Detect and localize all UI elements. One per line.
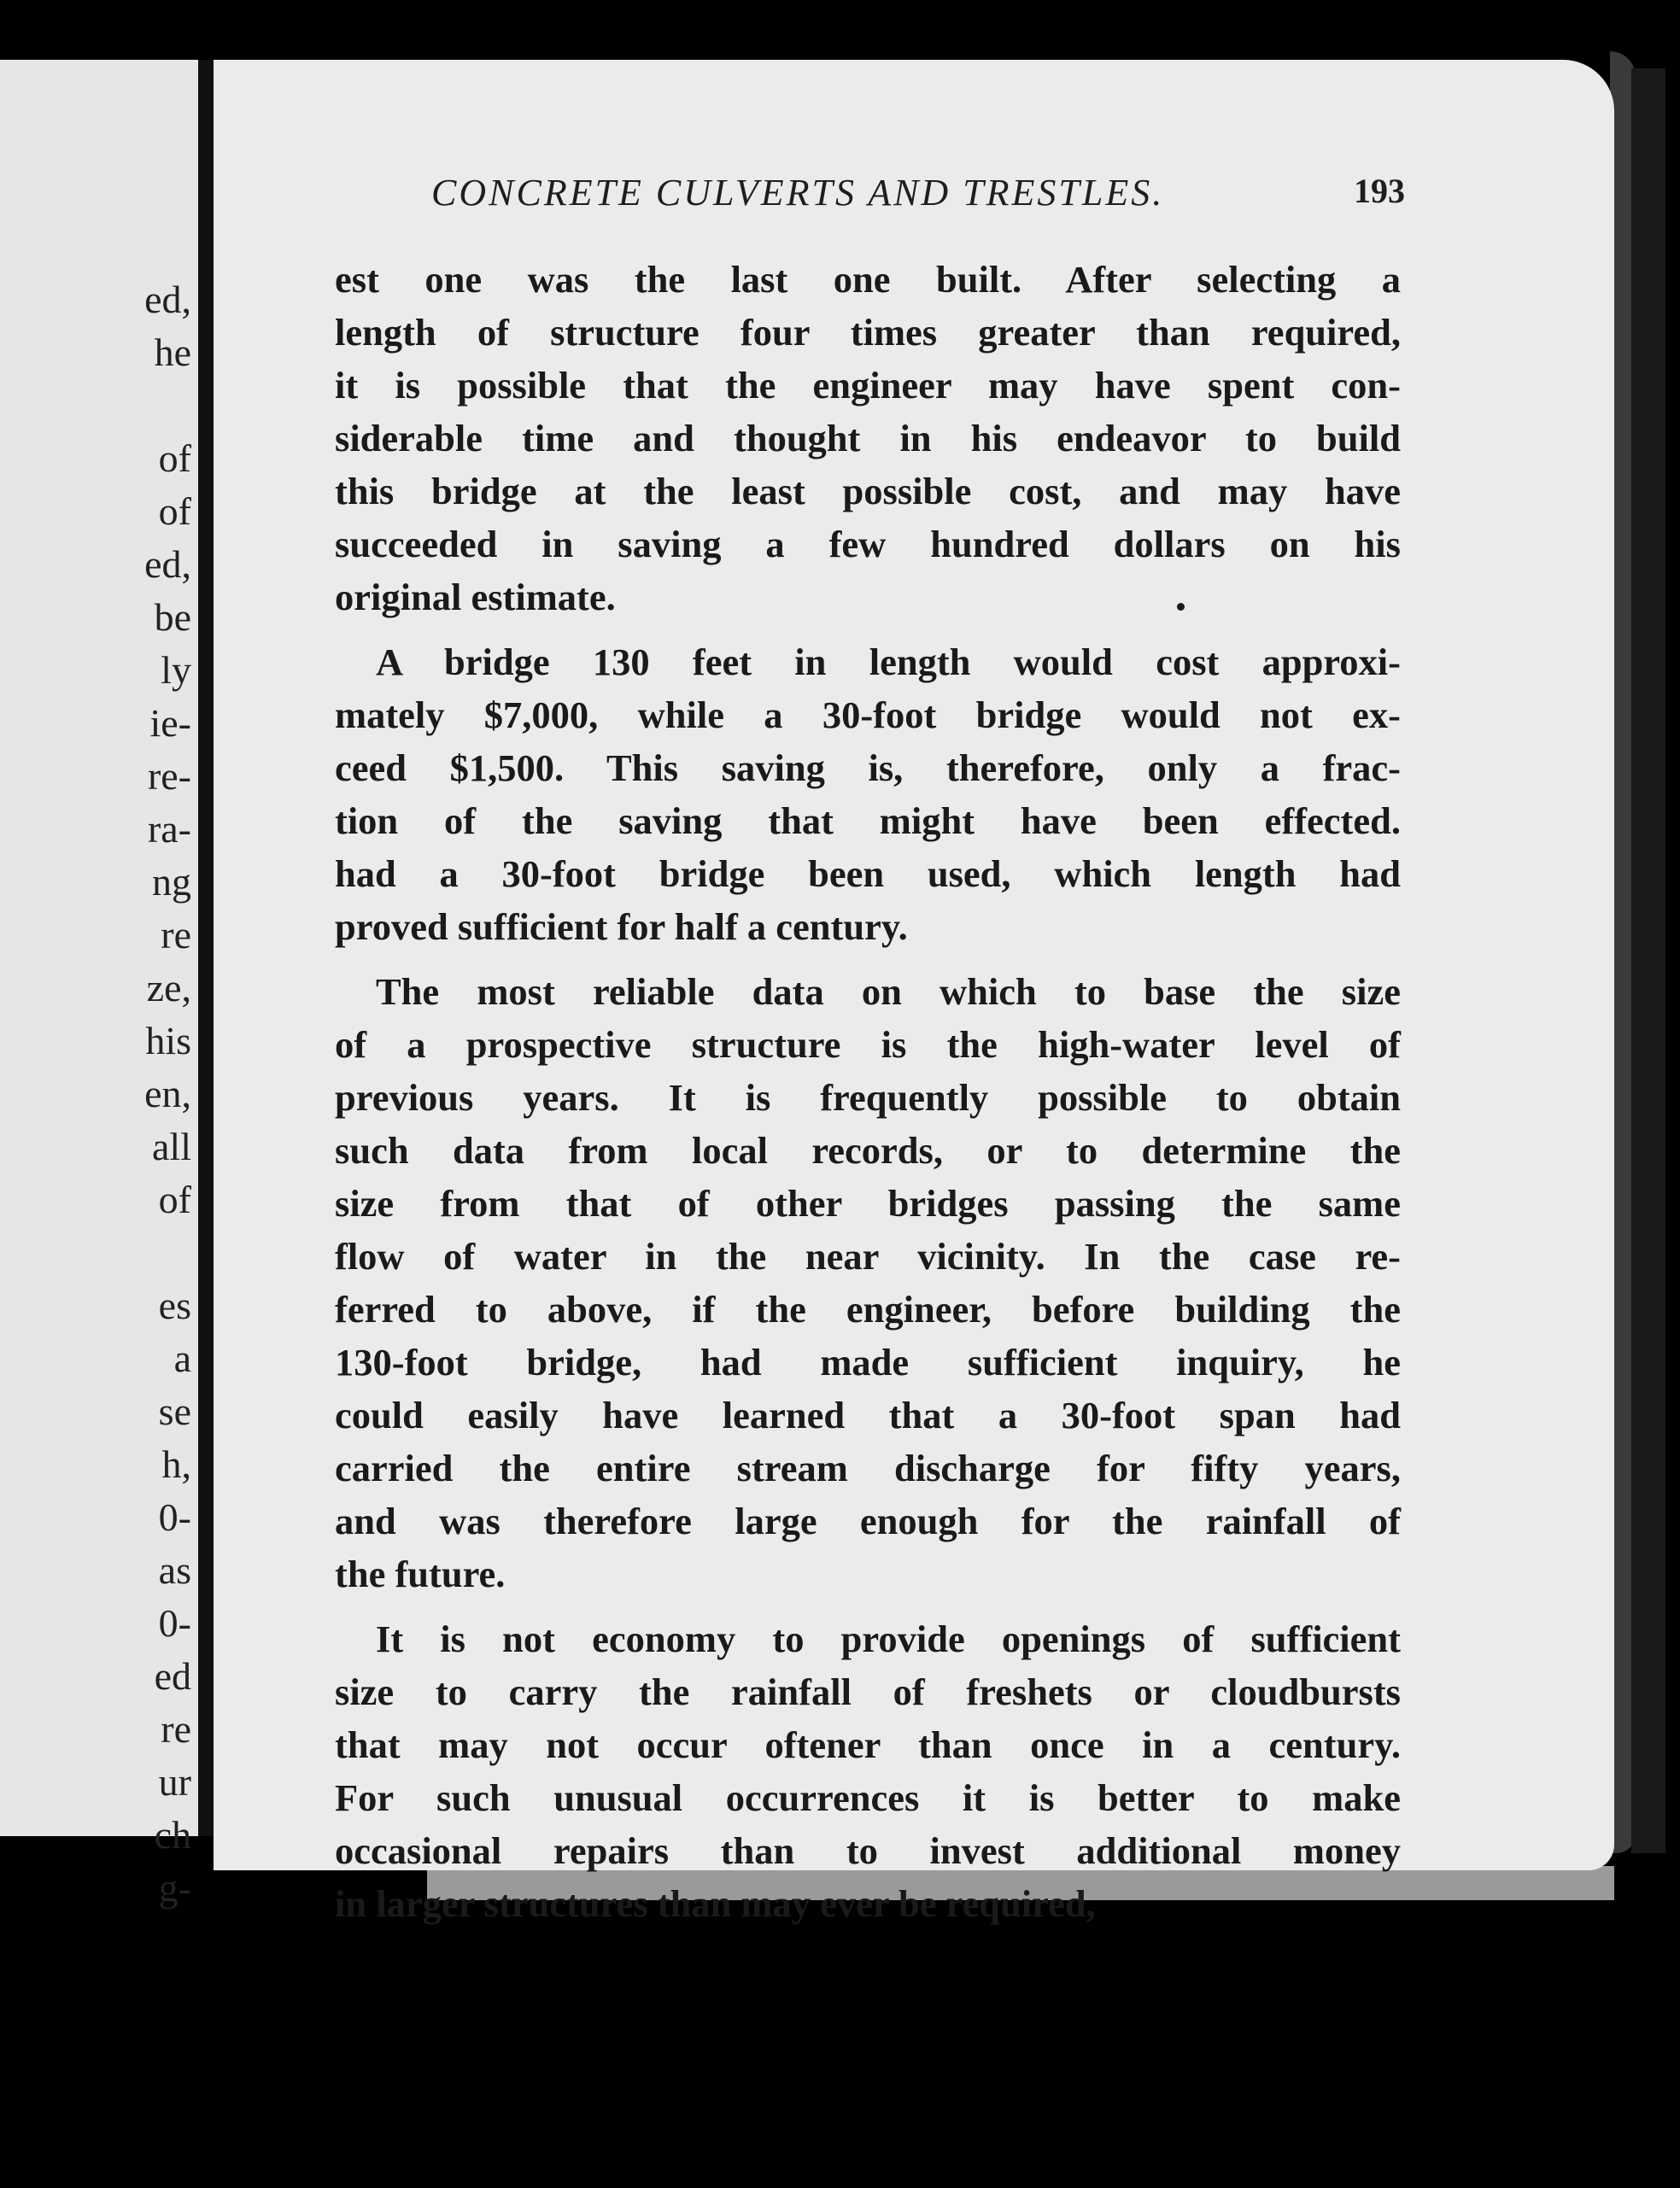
text-line: that may not occur oftener than once in a century.	[335, 1723, 1401, 1766]
text-line: previous years. It is frequently possible to obtain	[335, 1076, 1401, 1119]
text-line: carried the entire stream discharge for fifty years,	[335, 1447, 1401, 1489]
left-fragment: be	[154, 595, 191, 639]
text-line: size from that of other bridges passing the same	[335, 1182, 1401, 1225]
book-gutter	[198, 60, 214, 1836]
text-line: The most reliable data on which to base the size	[376, 970, 1401, 1013]
left-fragment: ch	[154, 1813, 191, 1857]
text-line: could easily have learned that a 30-foot span had	[335, 1394, 1401, 1436]
left-fragment: ed	[154, 1654, 191, 1698]
text-line: ceed $1,500. This saving is, therefore, only a frac-	[335, 746, 1401, 789]
left-fragment: ie-	[149, 701, 191, 745]
left-fragment: his	[145, 1019, 191, 1062]
text-line: tion of the saving that might have been effected.	[335, 799, 1401, 842]
text-line: it is possible that the engineer may have spent con-	[335, 364, 1401, 407]
left-fragment: of	[158, 436, 191, 480]
printing-speck	[1177, 603, 1185, 611]
left-fragment: ur	[158, 1760, 191, 1804]
left-fragment	[144, 379, 191, 432]
text-line: occasional repairs than to invest additional money	[335, 1829, 1401, 1872]
left-fragment: ze,	[146, 966, 191, 1009]
text-line: flow of water in the near vicinity. In the case re-	[335, 1235, 1401, 1278]
paragraph	[335, 253, 1401, 623]
page-header	[431, 171, 1405, 214]
page-body	[335, 253, 1401, 1930]
left-fragment: 0-	[158, 1495, 191, 1539]
left-fragment: of	[158, 489, 191, 533]
left-fragment: he	[154, 331, 191, 374]
text-line: and was therefore large enough for the rainfall of	[335, 1500, 1401, 1542]
paragraph-gap	[335, 953, 1401, 965]
left-fragment: as	[158, 1548, 191, 1592]
text-line: original estimate.	[335, 576, 616, 618]
text-line: in larger structures than may ever be required,	[335, 1882, 1096, 1925]
text-line: this bridge at the least possible cost, and may have	[335, 470, 1401, 512]
paragraph	[335, 635, 1401, 953]
left-fragment: g-	[158, 1866, 191, 1910]
paragraph-gap	[335, 1600, 1401, 1612]
text-line: the future.	[335, 1553, 506, 1595]
left-fragment: ed,	[144, 278, 191, 321]
left-fragment: ly	[161, 648, 191, 692]
left-fragment: re	[161, 1707, 191, 1751]
left-fragment: ra-	[147, 807, 191, 851]
left-fragment: 0-	[158, 1601, 191, 1645]
left-fragment: of	[158, 1178, 191, 1221]
text-line: had a 30-foot bridge been used, which length had	[335, 852, 1401, 895]
left-fragment: re	[161, 913, 191, 957]
text-line: of a prospective structure is the high-water level of	[335, 1023, 1401, 1066]
left-fragment: re-	[147, 754, 191, 798]
left-fragment: ng	[152, 860, 191, 904]
left-fragment: a	[173, 1337, 191, 1380]
left-fragment	[144, 1226, 191, 1279]
text-line: It is not economy to provide openings of sufficient	[376, 1618, 1401, 1660]
left-fragment: en,	[144, 1072, 191, 1115]
left-fragment: all	[152, 1125, 191, 1168]
text-line: proved sufficient for half a century.	[335, 905, 908, 948]
left-fragment: es	[158, 1284, 191, 1327]
left-fragment: ed,	[144, 542, 191, 586]
text-line: ferred to above, if the engineer, before building the	[335, 1288, 1401, 1331]
text-line: succeeded in saving a few hundred dollars on his	[335, 523, 1401, 565]
text-line: mately $7,000, while a 30-foot bridge would not ex-	[335, 693, 1401, 736]
text-line: siderable time and thought in his endeavor to build	[335, 417, 1401, 459]
paragraph	[335, 1612, 1401, 1930]
running-head: CONCRETE CULVERTS AND TRESTLES.	[431, 172, 1165, 214]
text-line: est one was the last one built. After selecting a	[335, 258, 1401, 301]
text-line: such data from local records, or to determine the	[335, 1129, 1401, 1172]
left-fragment: h,	[161, 1442, 191, 1486]
paragraph	[335, 965, 1401, 1600]
text-line: A bridge 130 feet in length would cost approxi-	[376, 641, 1401, 683]
text-line: size to carry the rainfall of freshets or cloudbursts	[335, 1670, 1401, 1713]
left-fragment: se	[158, 1389, 191, 1433]
text-line: For such unusual occurrences it is better to make	[335, 1776, 1401, 1819]
left-page	[0, 60, 198, 1910]
page-number: 193	[1354, 172, 1405, 210]
text-line: length of structure four times greater than required,	[335, 311, 1401, 354]
book-cover-edge	[1631, 68, 1665, 1853]
paragraph-gap	[335, 623, 1401, 635]
text-line: 130-foot bridge, had made sufficient inquiry, he	[335, 1341, 1401, 1384]
left-page-text-fragments	[144, 273, 191, 1915]
